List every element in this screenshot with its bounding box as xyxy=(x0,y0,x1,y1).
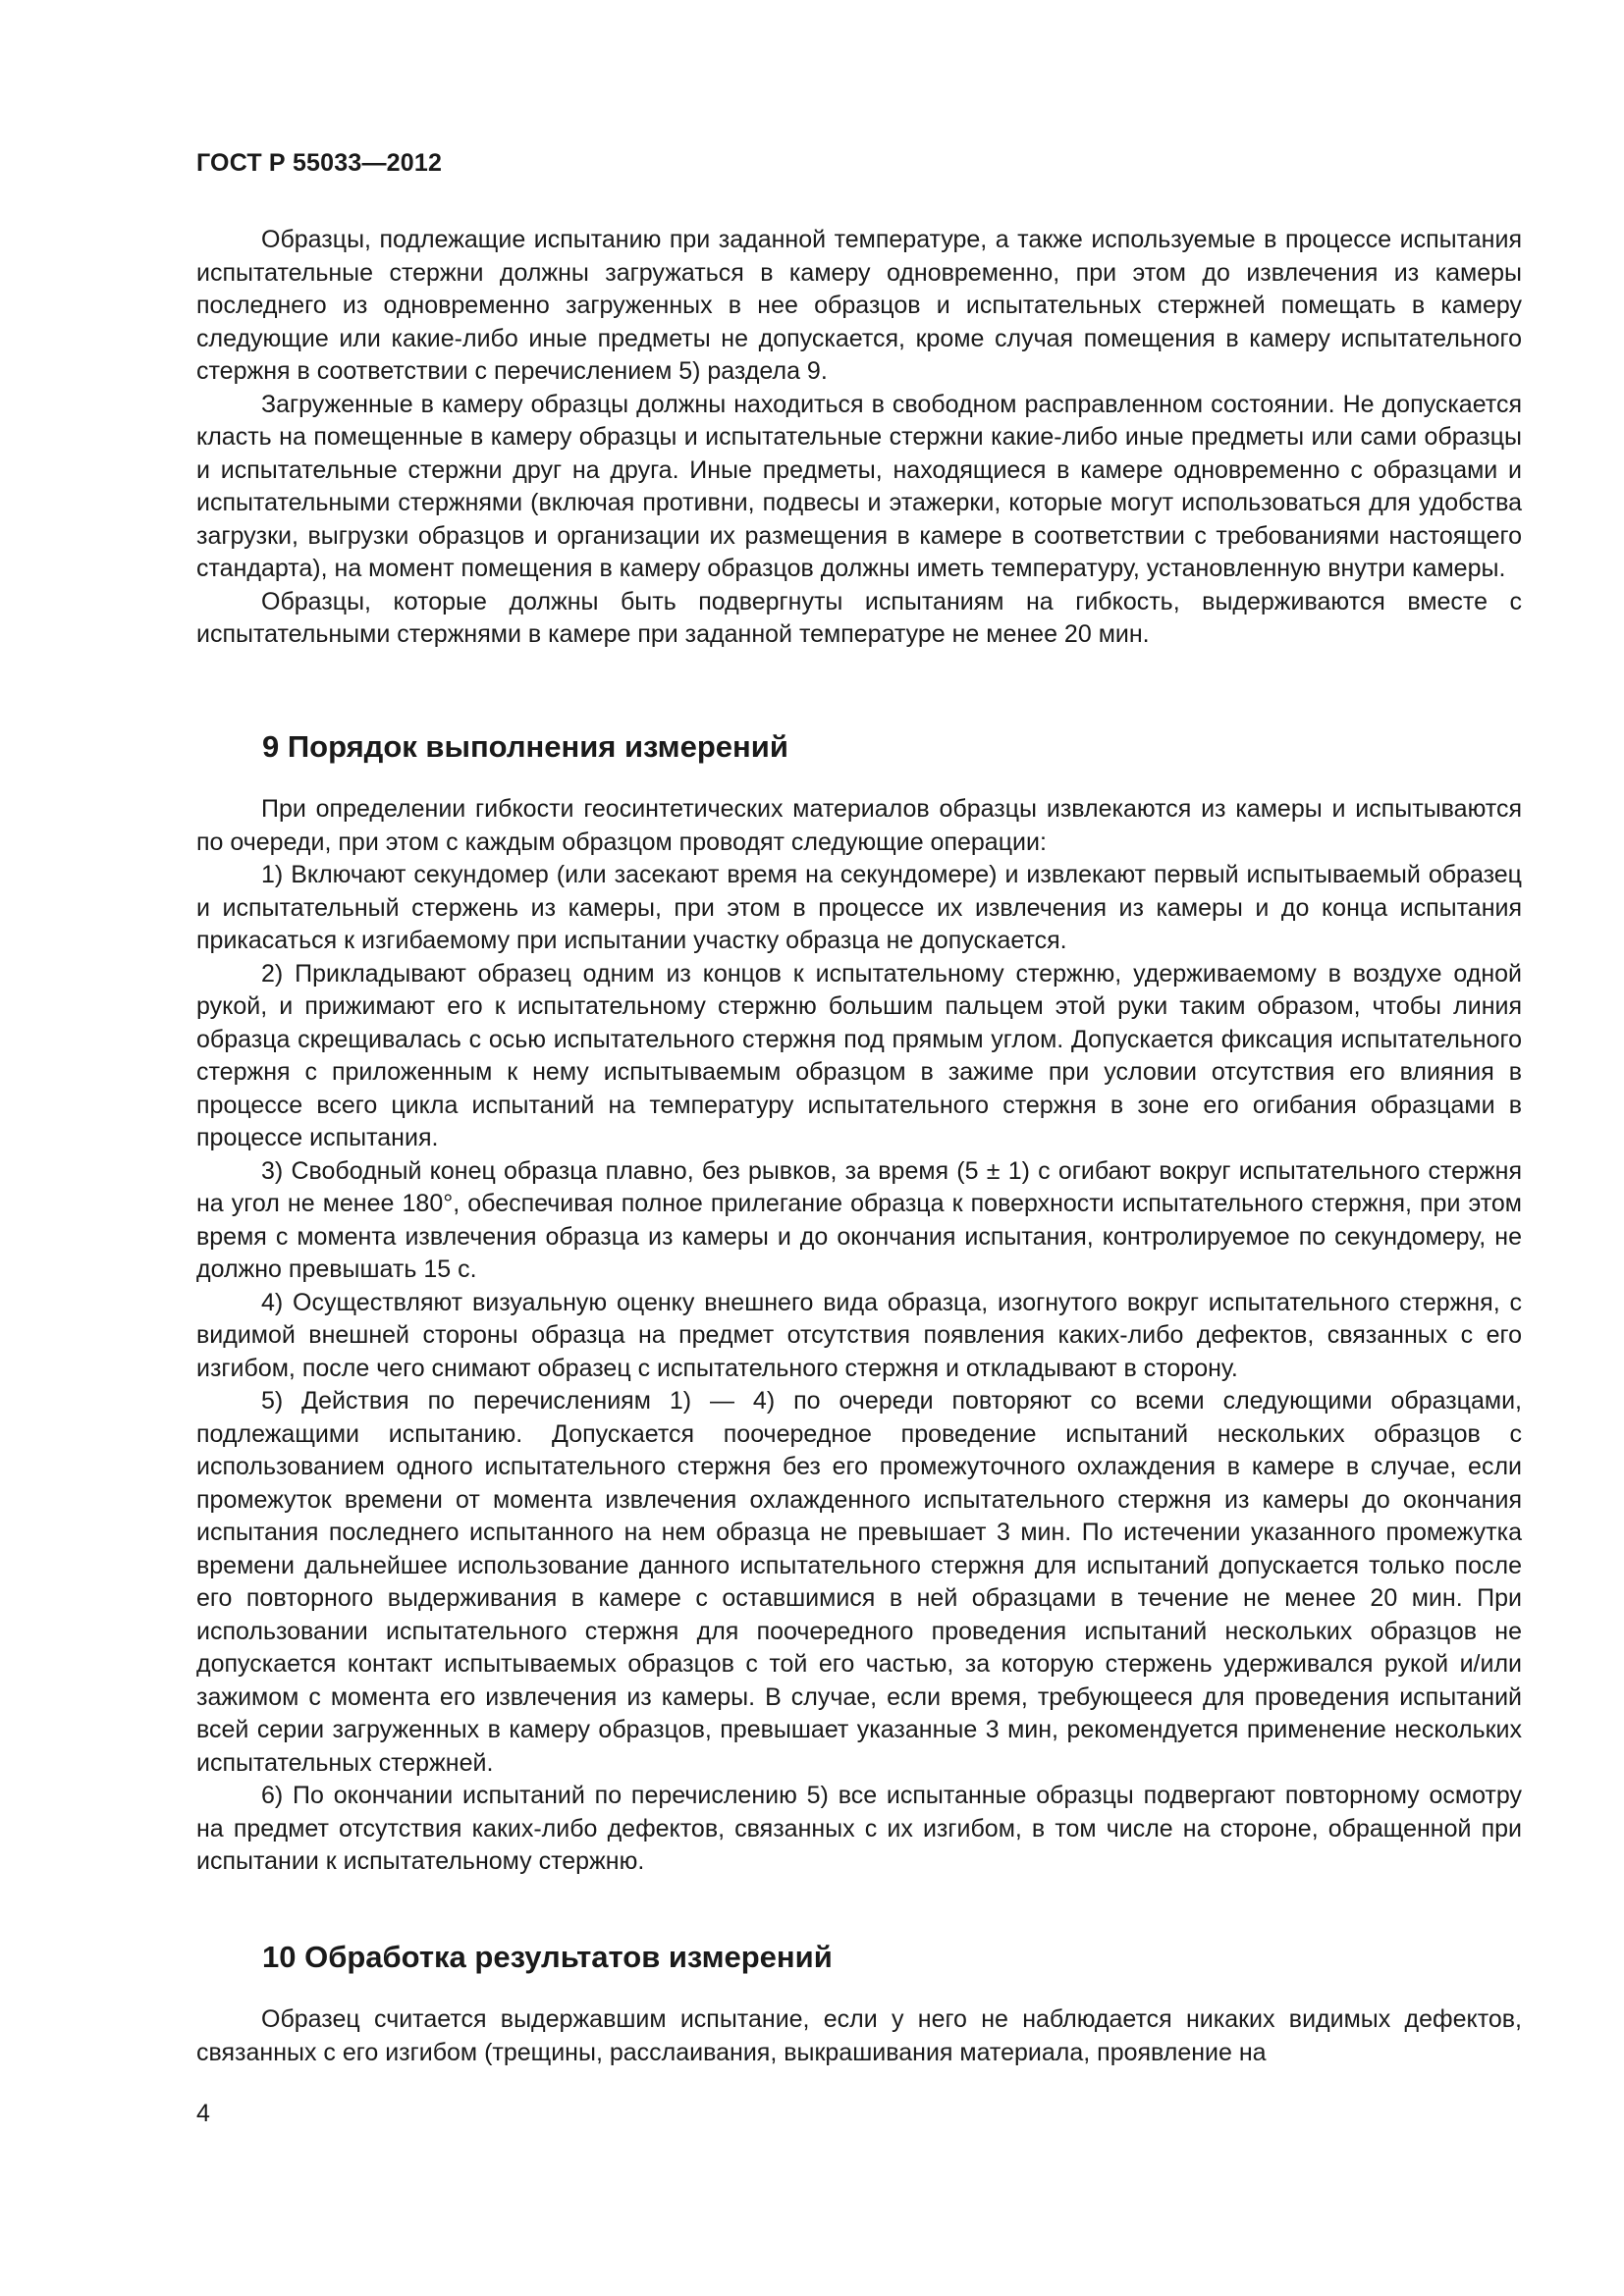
paragraph: При определении гибкости геосинтетических материалов образцы извлекаются из камеры и испытываются по очереди, при этом с каждым образцом проводят следующие операции: xyxy=(196,795,1522,856)
section-10-body xyxy=(196,2003,1522,2069)
list-item: 6) По окончании испытаний по перечислению 5) все испытанные образцы подвергают повторному осмотру на предмет отсутствия каких-либо дефектов, связанных с их изгибом, в том числе на стороне, обращенной при испытании к испытательному стержню. xyxy=(196,1782,1522,1875)
list-item: 4) Осуществляют визуальную оценку внешнего вида образца, изогнутого вокруг испытательного стержня, с видимой внешней стороны образца на предмет отсутствия появления каких-либо дефектов, связанных с его изгибом, после чего снимают образец с испытательного стержня и откладывают в сторону. xyxy=(196,1288,1522,1382)
paragraph: Загруженные в камеру образцы должны находиться в свободном расправленном состоянии. Не допускается класть на помещенные в камеру образцы и испытательные стержни какие-либо иные предметы или сами образцы и испытательные стержни друг на друга. Иные предметы, находящиеся в камере одновременно с образцами и испытательными стержнями (включая противни, подвесы и этажерки, которые могут использоваться для удобства загрузки, выгрузки образцов и организации их размещения в камере в соответствии с требованиями настоящего стандарта), на момент помещения в камеру образцов должны иметь температуру, установленную внутри камеры. xyxy=(196,390,1522,582)
list-item: 5) Действия по перечислениям 1) — 4) по очереди повторяют со всеми следующими образцами, подлежащими испытанию. Допускается поочередное проведение испытаний нескольких образцов с использованием одного испытательного стержня без его промежуточного охлаждения в камере в случае, если промежуток времени от момента извлечения охлажденного испытательного стержня из камеры до окончания испытания последнего испытанного на нем образца не превышает 3 мин. По истечении указанного промежутка времени дальнейшее использование данного испытательного стержня для испытаний допускается только после его повторного выдерживания в камере с оставшимися в ней образцами в течение не менее 20 мин. При использовании испытательного стержня для поочередного проведения испытаний нескольких образцов не допускается контакт испытываемых образцов с той его частью, за которую стержень удерживался рукой и/или зажимом с момента его извлечения из камеры. В случае, если время, требующееся для проведения испытаний всей серии загруженных в камеру образцов, превышает указанные 3 мин, рекомендуется применение нескольких испытательных стержней. xyxy=(196,1387,1522,1777)
section-9-heading: 9 Порядок выполнения измерений xyxy=(262,729,788,764)
list-item: 3) Свободный конец образца плавно, без рывков, за время (5 ± 1) с огибают вокруг испытательного стержня на угол не менее 180°, обеспечивая полное прилегание образца к поверхности испытательного стержня, при этом время с момента извлечения образца из камеры и до окончания испытания, контролируемое по секундомеру, не должно превышать 15 с. xyxy=(196,1156,1522,1283)
section-10-heading: 10 Обработка результатов измерений xyxy=(262,1940,833,1974)
paragraph: Образцы, подлежащие испытанию при заданной температуре, а также используемые в процессе испытания испытательные стержни должны загружаться в камеру одновременно, при этом до извлечения из камеры последнего из одновременно загруженных в нее образцов и испытательных стержней помещать в камеру следующие или какие-либо иные предметы не допускается, кроме случая помещения в камеру испытательного стержня в соответствии с перечислением 5) раздела 9. xyxy=(196,226,1522,385)
section-8-continuation xyxy=(196,224,1522,652)
page-number: 4 xyxy=(196,2100,210,2127)
list-item: 2) Прикладывают образец одним из концов к испытательному стержню, удерживаемому в воздухе одной рукой, и прижимают его к испытательному стержню большим пальцем этой руки таким образом, чтобы линия образца скрещивалась с осью испытательного стержня под прямым углом. Допускается фиксация испытательного стержня с приложенным к нему испытываемым образцом в зажиме при условии отсутствия его влияния в процессе всего цикла испытаний на температуру испытательного стержня в зоне его огибания образцами в процессе испытания. xyxy=(196,959,1522,1151)
paragraph: Образцы, которые должны быть подвергнуты испытаниям на гибкость, выдерживаются вместе с испытательными стержнями в камере при заданной температуре не менее 20 мин. xyxy=(196,587,1522,648)
paragraph: Образец считается выдержавшим испытание, если у него не наблюдается никаких видимых дефектов, связанных с его изгибом (трещины, расслаивания, выкрашивания материала, проявление на xyxy=(196,2005,1522,2066)
section-9-body xyxy=(196,793,1522,1879)
document-code-header: ГОСТ Р 55033—2012 xyxy=(196,149,443,177)
list-item: 1) Включают секундомер (или засекают время на секундомере) и извлекают первый испытываемый образец и испытательный стержень из камеры, при этом в процессе их извлечения из камеры и до конца испытания прикасаться к изгибаемому при испытании участку образца не допускается. xyxy=(196,861,1522,954)
